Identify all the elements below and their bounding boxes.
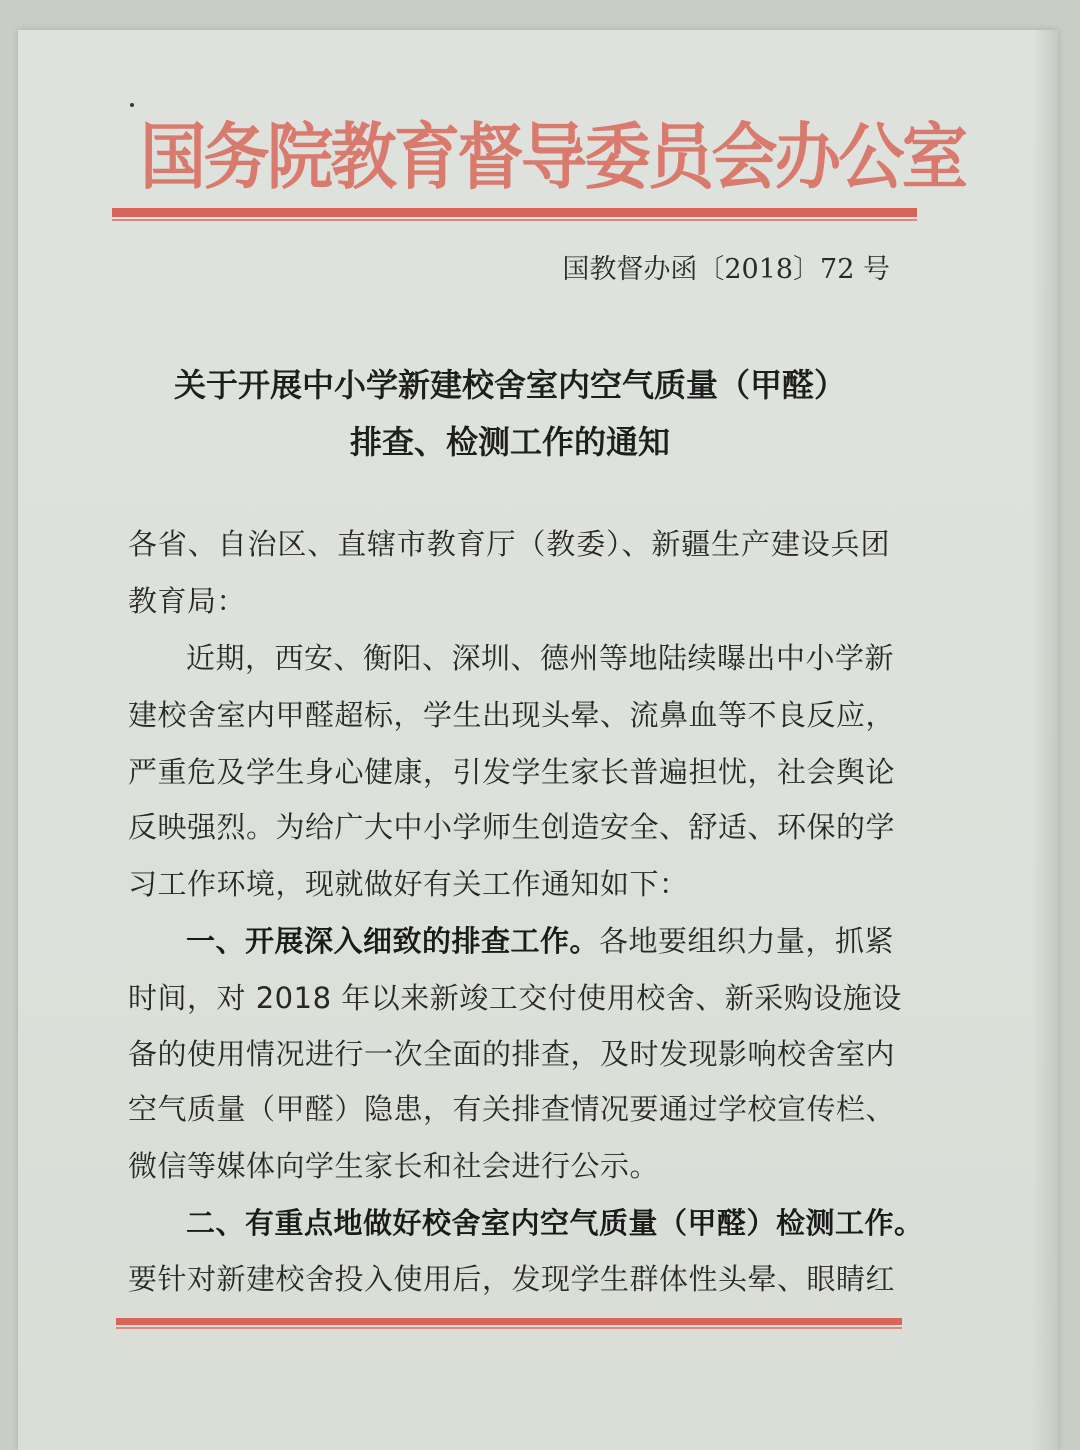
recipients-line-1: 各省、自治区、直辖市教育厅（教委）、新疆生产建设兵团	[128, 527, 890, 561]
section-2-line-1	[186, 1203, 924, 1243]
intro-line-4: 反映强烈。为给广大中小学师生创造安全、舒适、环保的学	[128, 810, 896, 844]
section-2-line-2: 要针对新建校舍投入使用后，发现学生群体性头晕、眼睛红	[128, 1262, 896, 1296]
section-1-line-1	[186, 921, 895, 961]
intro-line-5: 习工作环境，现就做好有关工作通知如下：	[128, 867, 689, 901]
intro-line-1: 近期，西安、衡阳、深圳、德州等地陆续曝出中小学新	[186, 641, 895, 675]
section-1-line-5: 微信等媒体向学生家长和社会进行公示。	[128, 1149, 660, 1183]
section-1-heading: 一、开展深入细致的排查工作。	[186, 924, 600, 958]
footer-red-rule-thin	[116, 1327, 902, 1329]
notice-title-line-1: 关于开展中小学新建校舍室内空气质量（甲醛）	[173, 366, 846, 404]
page-edge-shadow	[1032, 30, 1058, 1450]
notice-title-line-2: 排查、检测工作的通知	[349, 423, 670, 461]
punch-mark	[130, 103, 134, 107]
letterhead-red-rule-thin	[112, 219, 917, 221]
section-1-line-1-text: 各地要组织力量，抓紧	[599, 924, 895, 958]
footer-red-rule	[116, 1318, 902, 1325]
section-2-heading: 二、有重点地做好校舍室内空气质量（甲醛）检测工作。	[186, 1206, 924, 1240]
section-1-line-2: 时间，对 2018 年以来新竣工交付使用校舍、新采购设施设	[128, 981, 902, 1015]
section-1-line-3: 备的使用情况进行一次全面的排查，及时发现影响校舍室内	[128, 1037, 896, 1071]
intro-line-2: 建校舍室内甲醛超标，学生出现头晕、流鼻血等不良反应，	[128, 698, 896, 732]
letterhead-org-name: 国务院教育督导委员会办公室	[140, 114, 966, 199]
letterhead-red-rule	[112, 208, 917, 217]
section-1-line-4: 空气质量（甲醛）隐患，有关排查情况要通过学校宣传栏、	[128, 1092, 896, 1126]
intro-line-3: 严重危及学生身心健康，引发学生家长普遍担忧，社会舆论	[128, 755, 896, 789]
document-number: 国教督办函〔2018〕72 号	[562, 254, 890, 285]
recipients-line-2: 教育局：	[128, 584, 247, 618]
